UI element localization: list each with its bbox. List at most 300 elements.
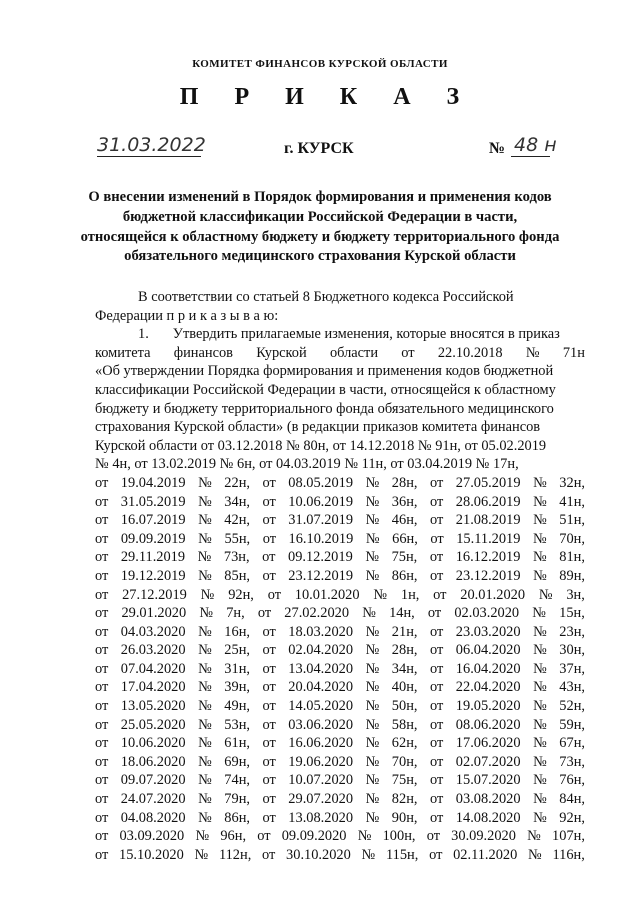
line-word: 92н, (559, 809, 585, 826)
line-word: 17.04.2020 (120, 679, 186, 696)
line-word: от (262, 772, 276, 789)
line-word: № (365, 753, 380, 770)
line-word: № (195, 828, 210, 845)
line-word: от (95, 735, 109, 752)
line-word: 84н, (559, 791, 585, 808)
line-word: № (533, 772, 547, 789)
line-word: от (95, 512, 109, 529)
line-word: 21н, (391, 623, 418, 640)
line-word: 17.06.2020 (455, 735, 521, 752)
line-word: от (262, 530, 276, 547)
order-subject: О внесении изменений в Порядок формирования и применения кодов бюджетной классификации Российской Федерации в части, относящейся к областному бюджету и бюджету территориального фонда обязательного медицинского страхования Курской области (80, 189, 560, 265)
line-word: 14.05.2020 (288, 698, 354, 715)
line-word: 23.12.2019 (455, 567, 521, 584)
line-word: 71н (562, 344, 585, 361)
line-word: от (262, 791, 276, 808)
line-word: от (262, 474, 276, 491)
line-word: 02.11.2020 (453, 846, 518, 863)
line-word: № (198, 623, 212, 640)
body-line (95, 325, 585, 344)
line-word: 31.07.2019 (288, 512, 354, 529)
justified-line (95, 474, 585, 493)
line-word: № (533, 474, 547, 491)
line-word: 90н, (391, 809, 418, 826)
line-word: от (95, 605, 109, 622)
line-word: 18.03.2020 (288, 623, 354, 640)
line-word: от (95, 530, 109, 547)
line-word: от (430, 512, 444, 529)
line-word: от (95, 660, 109, 677)
line-word: от (430, 772, 444, 789)
line-word: от (427, 605, 442, 622)
line-word: № (365, 493, 380, 510)
line-word: от (430, 809, 444, 826)
justified-line (95, 530, 585, 549)
line-word: 15.10.2020 (119, 846, 184, 863)
line-word: № (198, 493, 212, 510)
justified-line (95, 771, 585, 790)
line-word: от (430, 493, 444, 510)
body-line: бюджету и бюджету территориального фонда обязательного медицинского (95, 400, 554, 417)
handwritten-order-number: 48 н (514, 134, 557, 156)
line-word: 23.12.2019 (288, 567, 354, 584)
line-word: 73н, (559, 753, 585, 770)
line-word: 66н, (392, 530, 418, 547)
line-word: 96н, (220, 828, 247, 845)
justified-line (95, 586, 585, 605)
line-word: № (198, 679, 212, 696)
line-word: от (262, 753, 276, 770)
line-word: 32н, (559, 474, 585, 491)
line-word: № (200, 586, 215, 603)
line-word: № (365, 791, 380, 808)
body-line: классификации Российской Федерации в части, относящейся к областному (95, 381, 556, 398)
body-line: Федерации п р и к а з ы в а ю: (95, 307, 279, 324)
line-word: № (361, 846, 376, 863)
line-word: 46н, (391, 512, 418, 529)
line-word: 51н, (559, 512, 585, 529)
line-word: № (532, 605, 546, 622)
line-word: 37н, (559, 660, 585, 677)
line-word: от (95, 493, 109, 510)
line-word: 04.08.2020 (120, 809, 186, 826)
justified-line (95, 567, 585, 586)
justified-line (95, 790, 585, 809)
line-word: от (262, 698, 276, 715)
line-word: 09.09.2020 (281, 828, 347, 845)
line-word: 30н, (559, 642, 585, 659)
line-word: 20.01.2020 (460, 586, 526, 603)
line-word: 07.04.2020 (120, 660, 186, 677)
line-word: от (430, 567, 444, 584)
line-word: № (365, 474, 380, 491)
line-word: 86н, (224, 809, 250, 826)
line-word: № (365, 530, 380, 547)
line-word: от (430, 679, 444, 696)
line-word: № (533, 809, 547, 826)
line-word: 10.06.2019 (288, 493, 354, 510)
line-word: от (95, 846, 109, 863)
line-word: 27.12.2019 (122, 586, 187, 603)
line-word: 53н, (224, 716, 250, 733)
justified-line (95, 511, 585, 530)
line-word: комитета (95, 344, 151, 361)
line-word: 25н, (224, 642, 250, 659)
line-word: от (262, 809, 276, 826)
line-word: от (262, 493, 276, 510)
justified-line (95, 548, 585, 567)
line-word: от (262, 679, 276, 696)
line-word: от (267, 586, 281, 603)
line-word: 20.04.2020 (288, 679, 354, 696)
line-word: 67н, (559, 735, 585, 752)
line-word: 86н, (391, 567, 418, 584)
line-word: от (401, 344, 415, 361)
line-word: 31.05.2019 (120, 493, 186, 510)
line-word: от (429, 846, 443, 863)
line-word: 16.06.2020 (288, 735, 354, 752)
line-word: 04.03.2020 (120, 623, 186, 640)
line-word: 1н, (400, 586, 420, 603)
line-word: № (198, 716, 212, 733)
line-word: № (198, 530, 212, 547)
line-word: от (257, 605, 272, 622)
line-word: 85н, (224, 567, 250, 584)
line-word: от (430, 753, 444, 770)
line-word: 82н, (391, 791, 418, 808)
line-word: от (95, 809, 109, 826)
line-word: 03.09.2020 (119, 828, 185, 845)
line-word: № (533, 642, 547, 659)
line-word: 21.08.2019 (455, 512, 521, 529)
line-word: № (365, 623, 380, 640)
line-word: от (430, 660, 444, 677)
line-word: 10.07.2020 (288, 772, 354, 789)
line-word: 34н, (391, 660, 418, 677)
line-word: 16.12.2019 (455, 549, 521, 566)
line-word: 70н, (559, 530, 585, 547)
document-type-title: П Р И К А З (179, 84, 475, 110)
line-word: 107н, (552, 828, 585, 845)
line-word: 23.03.2020 (455, 623, 521, 640)
line-word: от (262, 846, 276, 863)
body-line: «Об утверждении Порядка формирования и применения кодов бюджетной (95, 363, 554, 380)
line-word: 69н, (224, 753, 250, 770)
line-word: № (533, 493, 547, 510)
line-word: 115н, (385, 846, 419, 863)
line-word: 30.09.2020 (451, 828, 516, 845)
line-word: 10.06.2020 (120, 735, 186, 752)
line-word: № (533, 679, 547, 696)
line-word: от (262, 642, 276, 659)
line-word: 15.07.2020 (455, 772, 521, 789)
line-word: 25.05.2020 (120, 716, 186, 733)
line-word: 02.03.2020 (454, 605, 520, 622)
line-word: 09.09.2019 (120, 530, 186, 547)
line-word: 7н, (226, 605, 245, 622)
line-word: 40н, (391, 679, 418, 696)
line-word: № (198, 567, 212, 584)
line-word: области (329, 344, 379, 361)
line-word: 100н, (382, 828, 416, 845)
line-word: от (262, 512, 276, 529)
line-word: от (430, 623, 444, 640)
line-word: 116н, (552, 846, 585, 863)
number-underline (511, 156, 550, 157)
line-word: 14н, (389, 605, 415, 622)
line-word: 16.10.2019 (288, 530, 354, 547)
line-word: 59н, (559, 716, 585, 733)
paragraph-number: 1. (138, 326, 149, 343)
line-word: № (362, 605, 376, 622)
line-word: от (95, 642, 109, 659)
line-word: от (95, 753, 109, 770)
line-word: № (365, 735, 380, 752)
line-word: от (95, 474, 109, 491)
line-word: от (430, 716, 444, 733)
line-word: № (198, 735, 212, 752)
line-word: от (430, 791, 444, 808)
justified-line (95, 678, 585, 697)
line-word: № (533, 512, 547, 529)
justified-line (95, 697, 585, 716)
line-word: № (533, 753, 547, 770)
line-word: 16.07.2019 (120, 512, 186, 529)
line-word: от (262, 567, 276, 584)
order-body (95, 288, 585, 864)
line-word: 49н, (224, 698, 250, 715)
line-word: 24.07.2020 (120, 791, 186, 808)
line-word: 36н, (391, 493, 418, 510)
line-word: 22.10.2018 (437, 344, 503, 361)
justified-line (95, 623, 585, 642)
line-word: № (533, 660, 547, 677)
line-word: от (426, 828, 440, 845)
line-word: 73н, (223, 549, 250, 566)
line-word: № (198, 512, 212, 529)
line-word: 13.04.2020 (288, 660, 354, 677)
line-word: от (433, 586, 447, 603)
line-word: 70н, (391, 753, 418, 770)
line-word: 28.06.2019 (455, 493, 521, 510)
body-line: № 4н, от 13.02.2019 № 6н, от 04.03.2019 № 11н, от 03.04.2019 № 17н, (95, 456, 519, 473)
line-word: 39н, (224, 679, 250, 696)
justified-line (95, 716, 585, 735)
line-word: 3н, (566, 586, 585, 603)
line-word: 06.04.2020 (455, 642, 521, 659)
line-word: от (95, 791, 109, 808)
line-word: № (198, 772, 212, 789)
line-word: № (533, 698, 547, 715)
line-word: 19.12.2019 (120, 567, 186, 584)
line-word: от (95, 772, 109, 789)
line-word: 19.04.2019 (120, 474, 186, 491)
line-word: от (430, 642, 444, 659)
line-word: 18.06.2020 (120, 753, 186, 770)
line-word: 02.07.2020 (455, 753, 521, 770)
line-word: 76н, (559, 772, 585, 789)
line-word: № (533, 567, 547, 584)
line-word: № (198, 753, 212, 770)
line-word: 89н, (559, 567, 585, 584)
body-line: В соответствии со статьей 8 Бюджетного кодекса Российской (138, 289, 514, 305)
line-word: от (95, 549, 109, 566)
line-word: № (525, 344, 540, 361)
line-word: 19.06.2020 (288, 753, 354, 770)
justified-line (95, 809, 585, 828)
line-word: 10.01.2020 (294, 586, 360, 603)
line-word: 19.05.2020 (455, 698, 521, 715)
line-word: 13.05.2020 (120, 698, 186, 715)
justified-line (95, 660, 585, 679)
line-word: 62н, (391, 735, 418, 752)
line-word: 75н, (391, 549, 418, 566)
justified-line (95, 753, 585, 772)
line-word: 22.04.2020 (455, 679, 521, 696)
line-word: 31н, (224, 660, 250, 677)
line-word: от (430, 530, 444, 547)
line-word: от (95, 586, 109, 603)
line-word: 09.12.2019 (288, 549, 353, 566)
line-word: от (257, 828, 271, 845)
line-word: от (95, 567, 109, 584)
line-word: от (95, 828, 109, 845)
line-word: 81н, (559, 549, 585, 566)
line-word: № (365, 716, 380, 733)
justified-line (95, 604, 585, 623)
line-word: № (365, 549, 380, 566)
line-word: № (373, 586, 388, 603)
line-word: от (262, 716, 276, 733)
line-word: 09.07.2020 (120, 772, 186, 789)
line-word: 43н, (559, 679, 585, 696)
line-word: 13.08.2020 (288, 809, 354, 826)
line-word: № (198, 642, 212, 659)
body-line: Курской области от 03.12.2018 № 80н, от 14.12.2018 № 91н, от 05.02.2019 (95, 437, 547, 454)
line-word: от (430, 698, 444, 715)
justified-line (95, 827, 585, 846)
line-word: № (527, 828, 541, 845)
line-word: № (197, 549, 212, 566)
line-word: от (95, 698, 109, 715)
line-word: 15.11.2019 (456, 530, 521, 547)
line-word: № (533, 530, 547, 547)
line-word: № (533, 791, 547, 808)
justified-line (95, 846, 585, 865)
line-word: 58н, (391, 716, 418, 733)
line-word: 29.07.2020 (288, 791, 354, 808)
justified-line (95, 344, 585, 363)
line-word: 02.04.2020 (288, 642, 354, 659)
line-word: Курской (256, 344, 307, 361)
line-word: 29.11.2019 (120, 549, 186, 566)
line-word: № (365, 642, 380, 659)
line-word: № (357, 828, 372, 845)
line-word: 03.08.2020 (455, 791, 521, 808)
line-word: от (430, 474, 444, 491)
line-word: 34н, (224, 493, 250, 510)
line-word: № (198, 660, 212, 677)
line-word: 26.03.2020 (120, 642, 186, 659)
line-word: от (95, 716, 109, 733)
line-word: № (198, 809, 212, 826)
justified-line (95, 641, 585, 660)
line-word: от (430, 735, 444, 752)
line-word: 79н, (224, 791, 250, 808)
line-word: от (262, 623, 276, 640)
line-word: № (365, 679, 380, 696)
line-word: № (198, 698, 212, 715)
line-word: № (365, 809, 380, 826)
line-word: 75н, (391, 772, 418, 789)
line-word: финансов (173, 344, 233, 361)
line-word: 23н, (559, 623, 585, 640)
line-word: № (538, 586, 553, 603)
line-word: № (365, 698, 380, 715)
line-word: 15н, (559, 605, 585, 622)
line-word: № (533, 716, 547, 733)
line-word: № (533, 735, 547, 752)
order-number-label: № (489, 140, 506, 157)
line-word: 30.10.2020 (286, 846, 351, 863)
line-word: № (533, 549, 547, 566)
line-word: 16.04.2020 (455, 660, 521, 677)
city-name: г. КУРСК (284, 140, 354, 157)
line-word: 29.01.2020 (121, 605, 187, 622)
line-word: 16н, (224, 623, 250, 640)
line-word: 08.06.2020 (455, 716, 521, 733)
line-word: 92н, (228, 586, 254, 603)
handwritten-date: 31.03.2022 (97, 134, 206, 156)
justified-line (95, 493, 585, 512)
line-word: № (198, 474, 212, 491)
line-word: от (262, 735, 276, 752)
line-word: 03.06.2020 (288, 716, 354, 733)
line-word: № (198, 791, 212, 808)
line-word: 28н, (391, 642, 418, 659)
line-word: 41н, (559, 493, 585, 510)
line-word: № (365, 772, 380, 789)
line-word: 50н, (391, 698, 418, 715)
line-word: № (365, 567, 380, 584)
line-word: № (533, 623, 547, 640)
line-word: от (262, 660, 276, 677)
line-word: 112н, (218, 846, 252, 863)
line-word: 08.05.2019 (288, 474, 354, 491)
line-word: № (365, 512, 380, 529)
line-word: 74н, (224, 772, 250, 789)
line-word: № (194, 846, 209, 863)
line-word: от (95, 623, 109, 640)
line-word: от (262, 549, 276, 566)
date-underline (97, 156, 201, 157)
paragraph-text: Утвердить прилагаемые изменения, которые вносятся в приказ (172, 326, 560, 343)
line-word: 28н, (391, 474, 418, 491)
line-word: 22н, (224, 474, 250, 491)
line-word: № (365, 660, 380, 677)
line-word: 55н, (224, 530, 251, 547)
justified-line (95, 734, 585, 753)
line-word: № (528, 846, 542, 863)
line-word: 27.02.2020 (284, 605, 350, 622)
line-word: № (199, 605, 214, 622)
line-word: 42н, (224, 512, 250, 529)
line-word: 61н, (224, 735, 250, 752)
line-word: от (95, 679, 109, 696)
organization-name: КОМИТЕТ ФИНАНСОВ КУРСКОЙ ОБЛАСТИ (192, 58, 448, 70)
line-word: от (429, 549, 444, 566)
line-word: 27.05.2019 (455, 474, 521, 491)
